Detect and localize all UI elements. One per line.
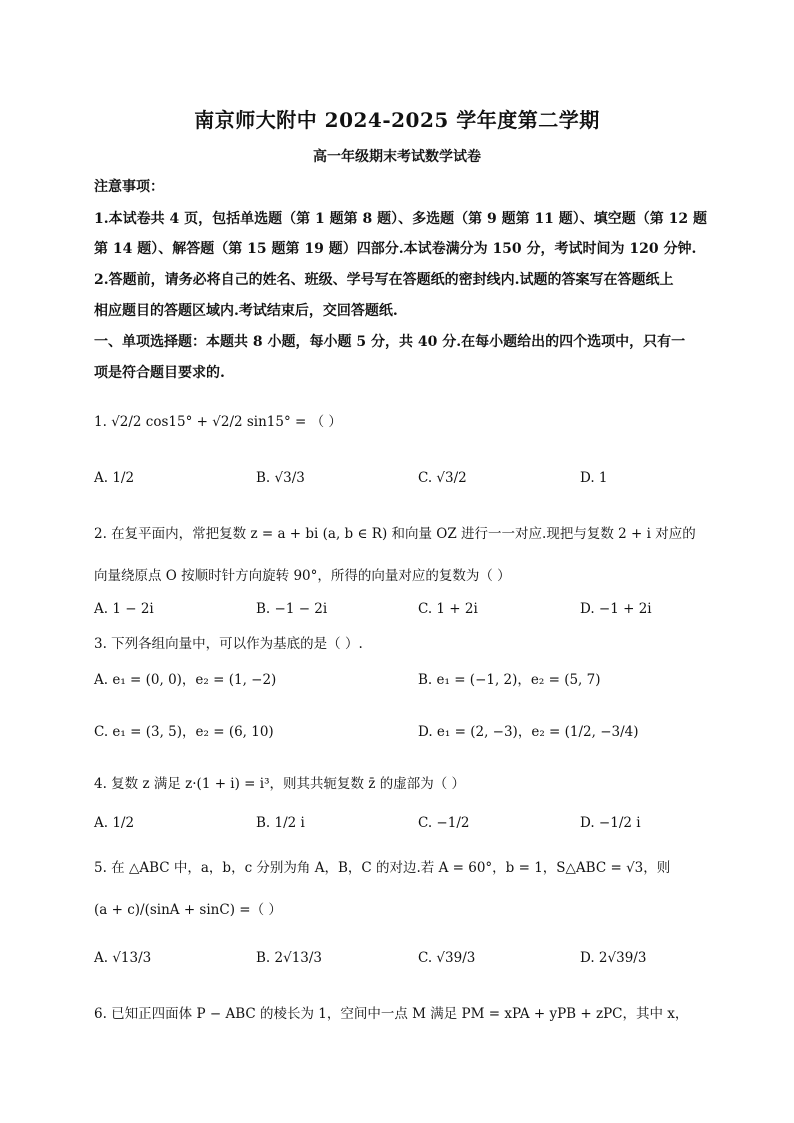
question-1-stem: √2/2 cos15° + √2/2 sin15° = [111, 414, 307, 430]
q3-option-d: D. e₁ = (2, −3)，e₂ = (1/2, −3/4) [418, 724, 639, 740]
q3-option-c: C. e₁ = (3, 5)，e₂ = (6, 10) [94, 724, 274, 740]
question-5-line-2: (a + c)/(sinA + sinC) =（ ） [94, 902, 282, 918]
q1-option-a: A. 1/2 [94, 470, 135, 486]
notes-line-2: 第 14 题）、解答题（第 15 题第 19 题）四部分.本试卷满分为 150 分，考试时间为 120 分钟. [94, 241, 697, 257]
q1-option-d: D. 1 [580, 470, 608, 486]
q4-option-a: A. 1/2 [94, 815, 135, 831]
notes-line-4: 相应题目的答题区域内.考试结束后，交回答题纸. [94, 303, 398, 319]
q3-option-b: B. e₁ = (−1, 2)，e₂ = (5, 7) [418, 672, 601, 688]
q2-option-a: A. 1 − 2i [94, 601, 154, 617]
q1-option-b: B. √3/3 [256, 470, 305, 486]
exam-title: 南京师大附中 2024-2025 学年度第二学期 [194, 108, 600, 132]
q5-option-b: B. 2√13/3 [256, 950, 323, 966]
q2-option-d: D. −1 + 2i [580, 601, 652, 617]
q5-option-d: D. 2√39/3 [580, 950, 647, 966]
question-3-stem: 3. 下列各组向量中，可以作为基底的是（ ）. [94, 636, 363, 652]
q3-option-a: A. e₁ = (0, 0)，e₂ = (1, −2) [94, 672, 277, 688]
question-2-line-2: 向量绕原点 O 按顺时针方向旋转 90°，所得的向量对应的复数为（ ） [94, 568, 511, 584]
question-1 [94, 410, 714, 430]
section-1-line-1: 一、单项选择题：本题共 8 小题，每小题 5 分，共 40 分.在每小题给出的四个选项中，只有一 [94, 334, 686, 350]
notes-line-3: 2.答题前，请务必将自己的姓名、班级、学号写在答题纸的密封线内.试题的答案写在答题纸上 [94, 272, 674, 288]
question-5-line-1: 5. 在 △ABC 中，a，b，c 分别为角 A，B，C 的对边.若 A = 60°，b = 1，S△ABC = √3，则 [94, 860, 671, 876]
notes-line-1: 1.本试卷共 4 页，包括单选题（第 1 题第 8 题）、多选题（第 9 题第 11 题）、填空题（第 12 题 [94, 211, 708, 227]
q1-option-c: C. √3/2 [418, 470, 467, 486]
q4-option-b: B. 1/2 i [256, 815, 305, 831]
q5-option-a: A. √13/3 [94, 950, 152, 966]
question-4-stem: 4. 复数 z 满足 z·(1 + i) = i³，则其共轭复数 z̄ 的虚部为（ ） [94, 776, 466, 792]
question-1-blank: （ ） [310, 414, 342, 430]
q5-option-c: C. √39/3 [418, 950, 476, 966]
exam-subtitle: 高一年级期末考试数学试卷 [313, 149, 481, 165]
notes-heading: 注意事项： [94, 179, 164, 195]
question-6-line-1: 6. 已知正四面体 P − ABC 的棱长为 1，空间中一点 M 满足 PM = xPA + yPB + zPC，其中 x， [94, 1006, 689, 1022]
q4-option-c: C. −1/2 [418, 815, 470, 831]
q2-option-c: C. 1 + 2i [418, 601, 478, 617]
question-2-line-1: 2. 在复平面内，常把复数 z = a + bi (a, b ∈ R) 和向量 OZ 进行一一对应.现把与复数 2 + i 对应的 [94, 526, 696, 542]
q4-option-d: D. −1/2 i [580, 815, 641, 831]
question-1-number: 1. [94, 414, 107, 430]
section-1-line-2: 项是符合题目要求的. [94, 365, 225, 381]
q2-option-b: B. −1 − 2i [256, 601, 328, 617]
